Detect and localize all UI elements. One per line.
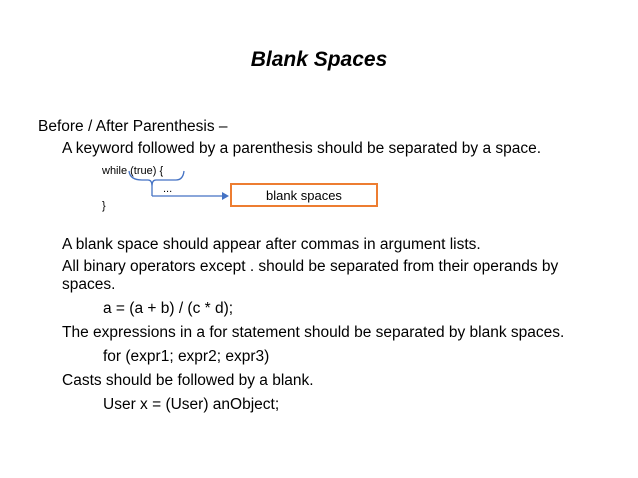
section-heading: Before / After Parenthesis – bbox=[38, 118, 228, 135]
code-line-body: ... bbox=[163, 183, 173, 195]
example-binary-operators: a = (a + b) / (c * d); bbox=[103, 300, 234, 317]
bullet-commas: A blank space should appear after commas in argument lists. bbox=[62, 236, 481, 253]
code-line-close: } bbox=[102, 200, 106, 212]
example-casts: User x = (User) anObject; bbox=[103, 396, 280, 413]
code-line-while: while (true) { bbox=[102, 165, 164, 177]
bullet-binary-operators-cont: spaces. bbox=[62, 276, 116, 293]
slide-title: Blank Spaces bbox=[250, 48, 388, 71]
bullet-casts: Casts should be followed by a blank. bbox=[62, 372, 314, 389]
bullet-keyword-parenthesis: A keyword followed by a parenthesis should be separated by a space. bbox=[62, 140, 542, 157]
example-for-statement: for (expr1; expr2; expr3) bbox=[103, 348, 270, 365]
brace-connector bbox=[129, 171, 184, 186]
callout-box: blank spaces bbox=[230, 183, 378, 207]
bullet-for-statement: The expressions in a for statement should be separated by blank spaces. bbox=[62, 324, 565, 341]
arrow-head bbox=[222, 192, 229, 200]
bullet-binary-operators: All binary operators except . should be separated from their operands by bbox=[62, 258, 559, 275]
